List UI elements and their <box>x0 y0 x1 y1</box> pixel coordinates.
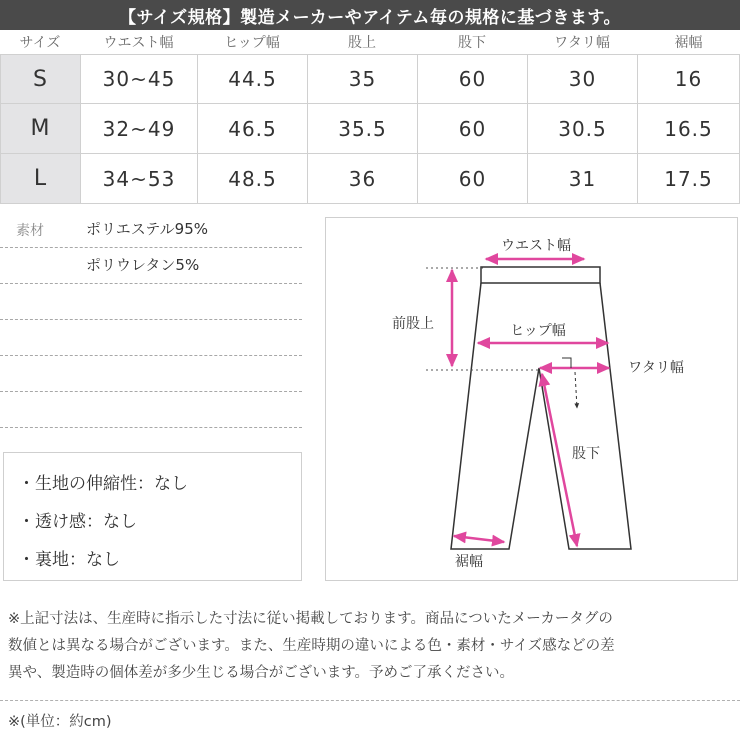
fabric-notes-box <box>3 452 302 581</box>
right-angle-mark <box>562 358 571 368</box>
inseam-cell: 60 <box>417 55 527 103</box>
thigh-cell: 30.5 <box>527 104 637 153</box>
header-waist: ウエスト幅 <box>103 35 174 51</box>
header-rise: 股上 <box>348 35 376 51</box>
pants-measurement-diagram <box>325 217 738 581</box>
table-row <box>0 104 740 154</box>
hip-label: ヒップ幅 <box>510 323 566 339</box>
table-row <box>0 154 740 204</box>
inseam-label: 股下 <box>572 446 600 462</box>
header-size: サイズ <box>19 35 61 51</box>
material-label: 素材 <box>16 223 44 239</box>
transparency-note: ・透け感：なし <box>18 512 137 532</box>
pants-diagram-svg <box>326 218 739 582</box>
thigh-down-arrow <box>575 372 577 408</box>
inseam-cell: 60 <box>417 154 527 203</box>
hem-cell: 16.5 <box>637 104 740 153</box>
hem-cell: 17.5 <box>637 154 740 203</box>
hem-label: 裾幅 <box>455 554 483 570</box>
material-value: ポリウレタン5% <box>86 256 200 274</box>
unit-note: ※(単位：約cm) <box>8 714 112 730</box>
divider <box>0 700 740 701</box>
hem-cell: 16 <box>637 55 740 103</box>
material-row <box>0 248 302 284</box>
banner-title: 【サイズ規格】製造メーカーやアイテム毎の規格に基づきます。 <box>118 7 622 28</box>
table-row <box>0 54 740 104</box>
rise-cell: 36 <box>307 154 417 203</box>
material-row <box>0 212 302 248</box>
footnote-line: ※上記寸法は、生産時に指示した寸法に従い掲載しております。商品についたメーカータグの <box>8 611 613 627</box>
material-row-empty <box>0 284 302 320</box>
material-row-empty <box>0 320 302 356</box>
waistband <box>481 267 600 283</box>
size-cell: S <box>0 55 80 103</box>
size-spec-banner <box>0 0 740 30</box>
rise-cell: 35 <box>307 55 417 103</box>
header-inseam: 股下 <box>458 35 486 51</box>
footnote <box>8 606 734 687</box>
footnote-line: 数値とは異なる場合がございます。また、生産時期の違いによる色・素材・サイズ感などの差 <box>8 638 615 654</box>
waist-cell: 32~49 <box>80 104 197 153</box>
footnote-line: 異や、製造時の個体差が多少生じる場合がございます。予めご了承ください。 <box>8 665 515 681</box>
header-hem: 裾幅 <box>674 35 703 51</box>
material-row-empty <box>0 392 302 428</box>
thigh-cell: 31 <box>527 154 637 203</box>
rise-cell: 35.5 <box>307 104 417 153</box>
header-thigh: ワタリ幅 <box>554 35 610 51</box>
thigh-cell: 30 <box>527 55 637 103</box>
waist-cell: 30~45 <box>80 55 197 103</box>
size-table-header <box>0 30 740 54</box>
pants-outline <box>451 267 631 549</box>
front-rise-label: 前股上 <box>392 316 434 332</box>
header-hip: ヒップ幅 <box>224 35 280 51</box>
size-cell: M <box>0 104 80 153</box>
lining-note: ・裏地：なし <box>18 550 120 570</box>
thigh-label: ワタリ幅 <box>628 360 684 376</box>
stretch-note: ・生地の伸縮性：なし <box>18 474 188 494</box>
inseam-cell: 60 <box>417 104 527 153</box>
waist-label: ウエスト幅 <box>501 238 571 254</box>
hip-cell: 46.5 <box>197 104 307 153</box>
waist-cell: 34~53 <box>80 154 197 203</box>
hip-cell: 44.5 <box>197 55 307 103</box>
size-cell: L <box>0 154 80 203</box>
hem-arrow <box>454 536 504 542</box>
hip-cell: 48.5 <box>197 154 307 203</box>
material-row-empty <box>0 356 302 392</box>
material-value: ポリエステル95% <box>86 220 208 238</box>
